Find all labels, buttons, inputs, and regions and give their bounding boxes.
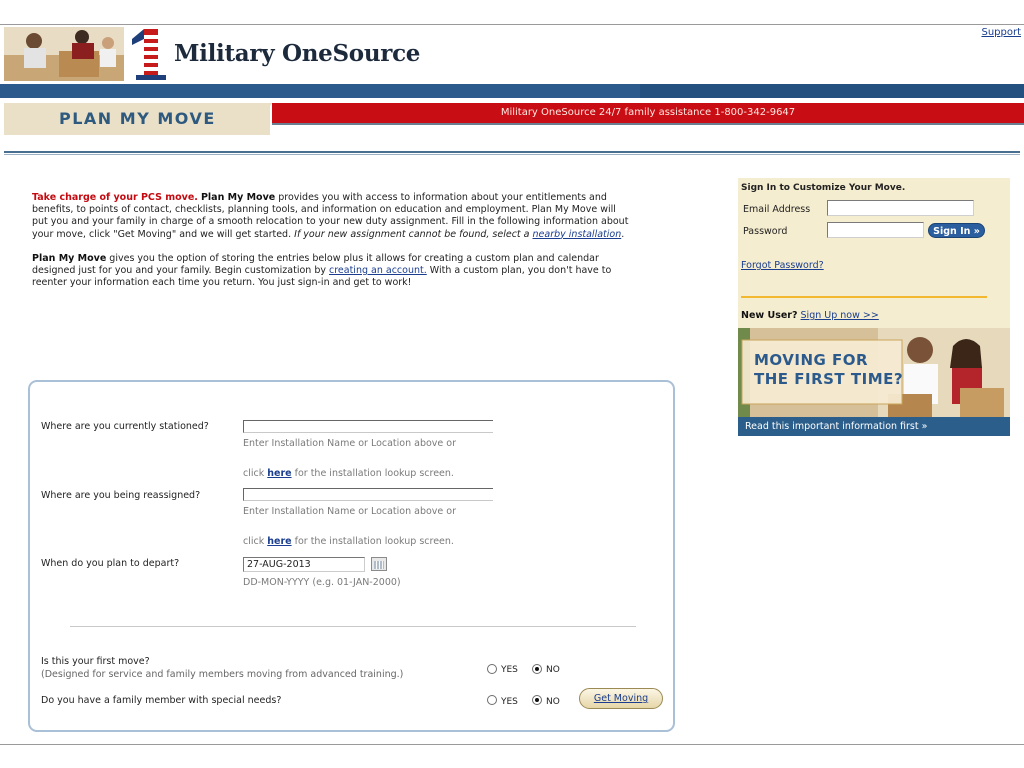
- header-blue-band-right: [640, 84, 1024, 98]
- sign-in-button[interactable]: [928, 223, 985, 238]
- intro-end: .: [621, 228, 625, 240]
- first-move-yes-label: YES: [501, 665, 518, 675]
- top-rule: [0, 24, 1024, 25]
- special-needs-no-label: NO: [546, 697, 560, 707]
- reassigned-input[interactable]: [243, 488, 493, 501]
- password-field[interactable]: [827, 222, 924, 238]
- site-logo[interactable]: [4, 27, 424, 83]
- date-format-hint: DD-MON-YYYY (e.g. 01-JAN-2000): [243, 577, 401, 588]
- special-needs-yes-radio[interactable]: [487, 695, 497, 705]
- brand-name: Military OneSource: [174, 40, 421, 67]
- promo-caption-link[interactable]: Read this important information first »: [738, 417, 1010, 436]
- signin-divider: [741, 296, 987, 298]
- new-user-label: New User?: [741, 310, 798, 321]
- promo-headline-line-2: THE FIRST TIME?: [754, 370, 904, 388]
- depart-label: When do you plan to depart?: [41, 558, 180, 569]
- email-label: Email Address: [743, 204, 811, 215]
- special-needs-yes-label: YES: [501, 697, 518, 707]
- nearby-installation-link[interactable]: nearby installation: [532, 228, 622, 240]
- password-label: Password: [743, 226, 788, 237]
- header-divider: [4, 151, 1020, 155]
- assistance-bar-shadow: [272, 123, 1024, 125]
- reassigned-hint: Enter Installation Name or Location above or: [243, 506, 457, 517]
- reassigned-lookup-hint: [243, 536, 454, 547]
- sign-in-label: Sign In: [933, 226, 971, 237]
- forgot-password-link[interactable]: Forgot Password?: [741, 260, 824, 271]
- sign-up-link[interactable]: Sign Up now >>: [800, 310, 879, 321]
- intro-paragraph-2: [32, 253, 632, 290]
- reassigned-label: Where are you being reassigned?: [41, 490, 201, 501]
- intro-brand-2: Plan My Move: [32, 252, 107, 264]
- support-link[interactable]: Support: [981, 27, 1021, 38]
- chevron-right-icon: »: [970, 226, 980, 237]
- intro-text: [32, 192, 632, 301]
- first-move-no-label: NO: [546, 665, 560, 675]
- form-separator: [70, 626, 636, 627]
- create-account-link[interactable]: creating an account.: [329, 265, 427, 277]
- special-needs-label: Do you have a family member with special needs?: [41, 695, 282, 706]
- intro-italic: If your new assignment cannot be found, select a: [294, 228, 533, 240]
- special-needs-no-radio[interactable]: [532, 695, 542, 705]
- signin-title: Sign In to Customize Your Move.: [741, 183, 906, 193]
- get-moving-label: Get Moving: [593, 693, 649, 704]
- get-moving-button[interactable]: [579, 688, 663, 709]
- lookup-click-text-2: click: [243, 536, 268, 547]
- stationed-label: Where are you currently stationed?: [41, 421, 209, 432]
- depart-date-input[interactable]: [243, 557, 365, 572]
- promo-headline-line-1: MOVING FOR: [754, 351, 869, 369]
- stationed-lookup-link[interactable]: here: [267, 468, 292, 479]
- first-move-note: (Designed for service and family members moving from advanced training.): [41, 669, 404, 680]
- email-field[interactable]: [827, 200, 974, 216]
- assistance-phone-text: Military OneSource 24/7 family assistance 1-800-342-9647: [500, 107, 796, 118]
- promo-headline: [754, 351, 903, 389]
- reassigned-lookup-link[interactable]: here: [267, 536, 292, 547]
- first-move-yes-radio[interactable]: [487, 664, 497, 674]
- intro-body: provides you with access to information about your entitlements and benefits, to points of contact, checklists, planning tools, and information on education and employment. Plan My Move will put you and your family in charge of a smooth relocation to your new duty assignment. Fill in the following information about your move, click "Get Moving" and we will get started.: [32, 192, 629, 240]
- stationed-hint: Enter Installation Name or Location above or: [243, 438, 457, 449]
- family-photo-icon: [4, 27, 124, 81]
- intro-body-2: gives you the option of storing the entries below plus it allows for creating a custom plan and calendar designed just for you and your family. Begin customization by: [32, 252, 599, 277]
- lookup-rest-text-2: for the installation lookup screen.: [291, 536, 454, 547]
- intro-paragraph-1: [32, 192, 632, 241]
- move-form: [28, 380, 675, 732]
- bottom-rule: [0, 744, 1024, 745]
- stationed-input[interactable]: [243, 420, 493, 433]
- first-move-no-radio[interactable]: [532, 664, 542, 674]
- flag-one-logo-icon: [126, 27, 166, 81]
- first-move-promo[interactable]: [738, 328, 1010, 420]
- first-move-label: Is this your first move?: [41, 656, 150, 667]
- intro-lead: Take charge of your PCS move.: [32, 192, 198, 203]
- new-user-row: [741, 310, 879, 321]
- page-title: PLAN MY MOVE: [59, 109, 216, 128]
- intro-end-2: With a custom plan, you don't have to reenter your information each time you return. You just sign-in and get to work!: [32, 265, 612, 289]
- signin-panel: [738, 178, 1010, 436]
- plan-tab-notch: [250, 103, 272, 135]
- lookup-click-text: click: [243, 468, 268, 479]
- assistance-bar: [272, 103, 1024, 123]
- calendar-icon[interactable]: [371, 557, 387, 571]
- intro-brand: Plan My Move: [200, 192, 276, 203]
- stationed-lookup-hint: [243, 468, 454, 479]
- lookup-rest-text: for the installation lookup screen.: [291, 468, 454, 479]
